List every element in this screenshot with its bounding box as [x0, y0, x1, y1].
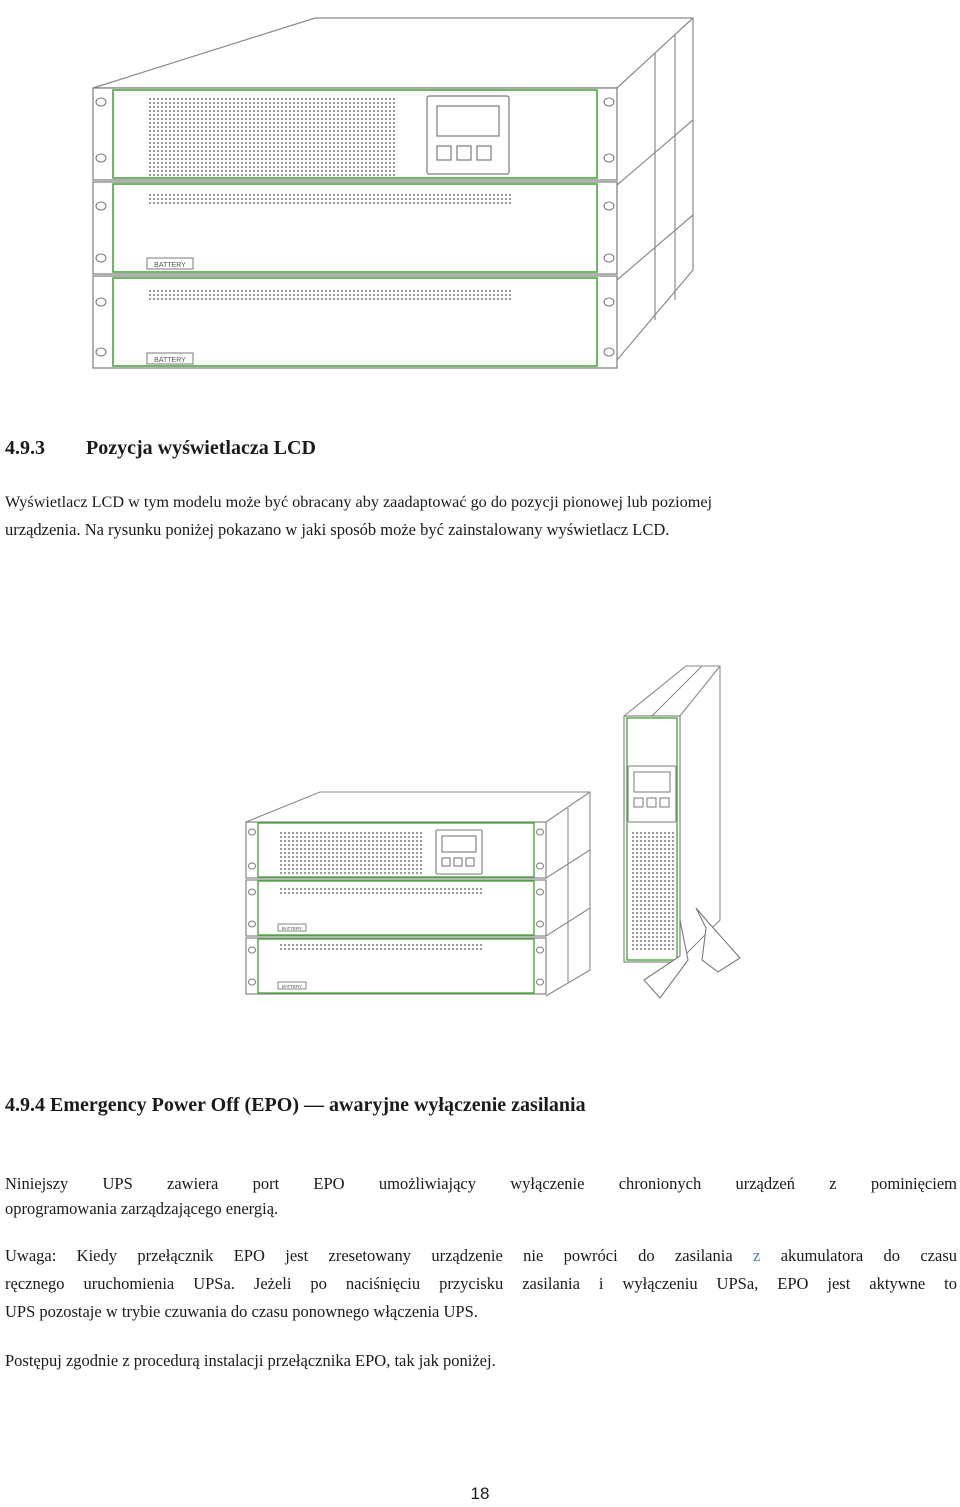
rack-ups-figure	[85, 10, 700, 385]
text-run: Uwaga: Kiedy przełącznik EPO jest zresetowany urządzenie nie powróci do zasilania	[5, 1246, 733, 1265]
paragraph-line: UPS pozostaje w trybie czuwania do czasu ponownego włączenia UPS.	[5, 1302, 478, 1321]
section-number: 4.9.4	[5, 1094, 45, 1116]
paragraph-line: urządzenia. Na rysunku poniżej pokazano w jaki sposób może być zainstalowany wyświetlacz LCD.	[5, 520, 670, 539]
paragraph-line: Niniejszy UPS zawiera port EPO umożliwiający wyłączenie chronionych urządzeń z pominięciem	[5, 1174, 957, 1193]
lcd-panel-icon	[427, 96, 509, 174]
section-title: Pozycja wyświetlacza LCD	[86, 437, 316, 459]
battery-label: BATTERY	[281, 926, 303, 931]
lcd-panel-icon	[628, 766, 676, 822]
paragraph-line	[5, 1242, 957, 1270]
epo-paragraph-2	[5, 1242, 957, 1326]
battery-label: BATTERY	[154, 262, 186, 269]
page-number: 18	[470, 1484, 490, 1503]
paragraph-line: oprogramowania zarządzającego energią.	[5, 1199, 279, 1218]
epo-paragraph-1	[5, 1170, 957, 1223]
paragraph-line: Wyświetlacz LCD w tym modelu może być obracany aby zaadaptować go do pozycji pionowej lub poziomej	[5, 493, 713, 511]
lcd-paragraph	[5, 488, 957, 544]
lcd-panel-icon	[436, 830, 482, 874]
section-number: 4.9.3	[5, 437, 45, 459]
text-run: akumulatora do czasu	[780, 1246, 958, 1265]
section-title: Emergency Power Off (EPO) — awaryjne wyłączenie zasilania	[50, 1094, 586, 1116]
text-run: z	[753, 1246, 761, 1265]
paragraph-line: ręcznego uruchomienia UPSa. Jeżeli po naciśnięciu przycisku zasilania i wyłączeniu UPSa, EPO jest aktywne to	[5, 1274, 957, 1293]
battery-label: BATTERY	[154, 357, 186, 364]
section-heading-493	[5, 437, 316, 460]
battery-label: BATTERY	[281, 984, 303, 989]
epo-paragraph-3: Postępuj zgodnie z procedurą instalacji przełącznika EPO, tak jak poniżej.	[5, 1351, 496, 1370]
section-heading-494	[5, 1094, 586, 1117]
rack-and-tower-figure	[240, 660, 755, 1005]
